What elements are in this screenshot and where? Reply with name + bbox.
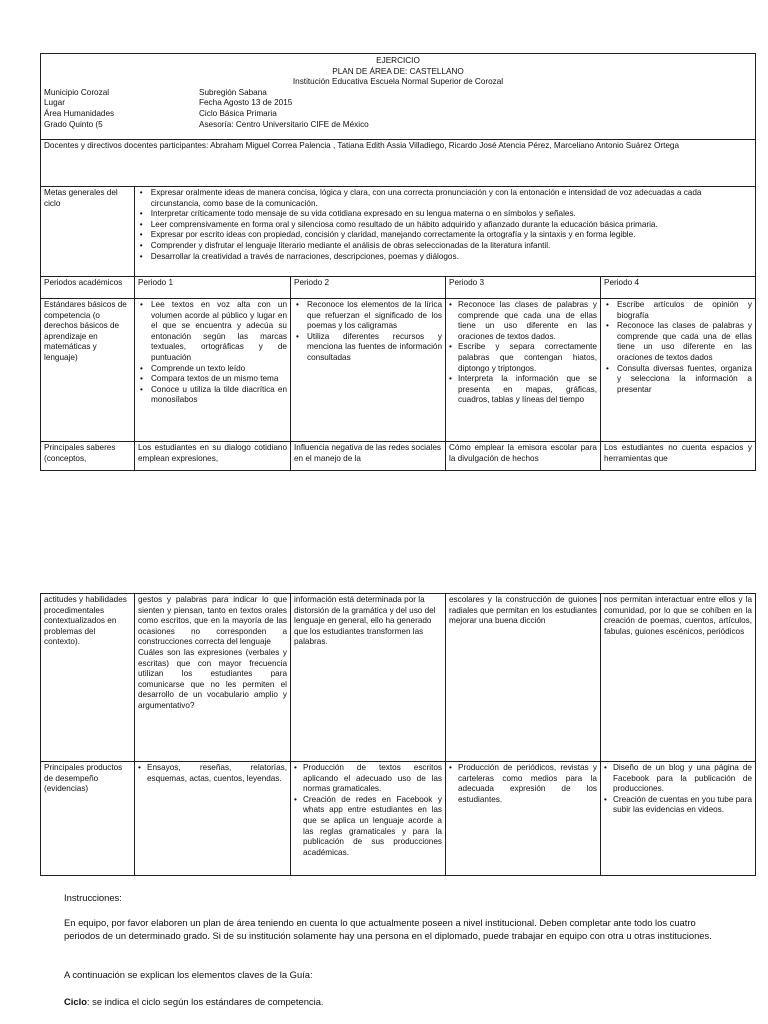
info-row — [44, 109, 752, 120]
list-item: • Conoce u utiliza la tilde diacrítica en monosílabos — [138, 385, 287, 406]
list-item: • Interpreta la información que se presenta en mapas, gráficas, cuadros, tablas y líneas del tiempo — [449, 374, 597, 406]
saberes-row-top — [41, 442, 755, 470]
list-item: • Creación de redes en Facebook y whats app entre estudiantes en las que se aplica un lenguaje acorde a las reglas gramaticales y para la publicación de sus producciones académicas. — [294, 795, 442, 859]
institution-name: Institución Educativa Escuela Normal Superior de Corozal — [292, 77, 504, 87]
list-item: • Expresar oralmente ideas de manera concisa, lógica y clara, con una correcta pronunciación y con la entonación e intensidad de voz adecuadas a cada circunstancia, como base de la comunicación. — [138, 188, 752, 209]
saberes-label-cont: actitudes y habilidades procedimentales contextualizados en problemas del contexto). — [41, 594, 135, 761]
list-item: • Leer comprensivamente en forma oral y silenciosa como resultado de un hábito adquirido y afianzado durante la educación básica primaria. — [138, 220, 752, 231]
info-right: Subregión Sabana — [199, 87, 267, 97]
header-block — [41, 54, 755, 140]
productos-p2 — [294, 763, 442, 858]
info-row — [44, 98, 752, 109]
info-left: Grado Quinto (5 — [44, 119, 103, 129]
info-right: Asesoría: Centro Universitario CIFE de México — [199, 119, 369, 129]
metas-row — [41, 187, 755, 277]
list-item: • Desarrollar la creatividad a través de narraciones, descripciones, poemas y diálogos. — [138, 252, 752, 263]
list-item: • Lee textos en voz alta con un volumen acorde al público y lugar en el que se encuentra y adecúa su entonación según las marcas textuales, ortográficas y de puntuación — [138, 300, 287, 364]
instructions-heading: Instrucciones: — [64, 892, 122, 903]
plan-table-bottom — [40, 593, 756, 876]
saberes-p2-bottom: información está determinada por la distorsión de la gramática y del uso del lenguaje en general, ello ha generado que los estudiantes transformen las palabras. — [291, 594, 446, 761]
productos-p3 — [449, 763, 597, 805]
saberes-row-bottom — [41, 594, 755, 762]
estandares-row — [41, 299, 755, 442]
list-item: • Producción de textos escritos aplicando el adecuado uso de las normas gramaticales. — [294, 763, 442, 795]
plan-table-top — [40, 53, 756, 471]
productos-p4 — [604, 763, 752, 816]
estandares-p1 — [138, 300, 287, 406]
saberes-p2-top: Influencia negativa de las redes sociales en el manejo de la — [291, 442, 446, 470]
instructions-para-2: A continuación se explican los elementos claves de la Guía: — [64, 969, 313, 980]
periods-label: Periodos académicos — [41, 277, 135, 298]
info-left: Municipio Corozal — [44, 87, 110, 97]
info-row — [44, 88, 752, 99]
ciclo-label: Ciclo — [64, 996, 87, 1007]
list-item: • Compara textos de un mismo tema — [138, 374, 287, 385]
list-item: • Interpretar críticamente todo mensaje de su vida cotidiana expresado en su lengua materna o en símbolos y señales. — [138, 209, 752, 220]
saberes-p4-bottom: nos permitan interactuar entre ellos y la comunidad, por lo que se cohíben en la creación de poemas, cuentos, artículos, fabulas, guiones escénicos, periódicos — [604, 595, 752, 636]
productos-p1 — [138, 763, 287, 784]
list-item: • Reconoce los elementos de la lírica que refuerzan el significado de los poemas y los caligramas — [294, 300, 442, 332]
instructions-ciclo — [64, 995, 720, 1008]
list-item: • Reconoce las clases de palabras y comprende que cada una de ellas tiene un uso diferente en las oraciones de textos dados. — [449, 300, 597, 342]
info-right: Fecha Agosto 13 de 2015 — [199, 98, 293, 108]
productos-label: Principales productos de desempeño (evidencias) — [41, 762, 135, 875]
period-3-header: Periodo 3 — [446, 277, 601, 298]
list-item: • Ensayos, reseñas, relatorías, esquemas, actas, cuentos, leyendas. — [138, 763, 287, 784]
participants-text: Docentes y directivos docentes participantes: Abraham Miguel Correa Palencia , Tatiana Edith Assia Villadiego, Ricardo José Atencia Pérez, Marceliano Antonio Suárez Ortega — [44, 141, 680, 150]
doc-subtitle: PLAN DE ÁREA DE: CASTELLANO — [332, 66, 464, 76]
productos-row — [41, 762, 755, 875]
info-row — [44, 120, 752, 131]
metas-list — [138, 188, 752, 262]
info-right: Ciclo Básica Primaria — [199, 108, 277, 118]
list-item: • Comprende un texto leído — [138, 364, 287, 375]
saberes-p1-text-b: Cuáles son las expresiones (verbales y escritas) que con mayor frecuencia utilizan los estudiantes para comunicarse que no les permiten el desarrollo de un vocabulario amplio y argumentativo? — [138, 647, 287, 710]
estandares-p4 — [604, 300, 752, 395]
list-item: • Creación de cuentas en you tube para subir las evidencias en videos. — [604, 795, 752, 816]
doc-title: EJERCICIO — [376, 56, 420, 65]
list-item: • Producción de periódicos, revistas y carteleras como medios para la adecuada expresión de los estudiantes. — [449, 763, 597, 805]
info-left: Área Humanidades — [44, 108, 115, 118]
list-item: • Utiliza diferentes recursos y menciona las fuentes de información consultadas — [294, 332, 442, 364]
list-item: • Reconoce las clases de palabras y comprende que cada una de ellas tiene un uso diferente en las oraciones de textos dados — [604, 321, 752, 363]
estandares-label: Estándares básicos de competencia (o derechos básicos de aprendizaje en matemáticas y lenguaje) — [41, 299, 135, 441]
participants-row — [41, 140, 755, 187]
list-item: • Comprender y disfrutar el lenguaje literario mediante el análisis de obras seleccionadas de la literatura infantil. — [138, 241, 752, 252]
saberes-p1-top: Los estudiantes en su dialogo cotidiano emplean expresiones, — [135, 442, 291, 470]
list-item: • Expresar por escrito ideas con propiedad, concisión y claridad, manejando correctamente la ortografía y la sintaxis y en forma legible. — [138, 230, 752, 241]
periods-row — [41, 277, 755, 299]
estandares-p3 — [449, 300, 597, 406]
list-item: • Escribe artículos de opinión y biografía — [604, 300, 752, 321]
list-item: • Consulta diversas fuentes, organiza y selecciona la información a presentar — [604, 364, 752, 396]
metas-label: Metas generales del ciclo — [41, 187, 135, 276]
period-1-header: Periodo 1 — [135, 277, 291, 298]
saberes-p3-top: Cómo emplear la emisora escolar para la divulgación de hechos — [446, 442, 601, 470]
instructions-para-1: En equipo, por favor elaboren un plan de área teniendo en cuenta lo que actualmente poseen a nivel institucional. Deben completar ante todo los cuatro periodos de un determinado grado. Si de su institución solamente hay una persona en el diplomado, puede trabajar en equipo con otra u otras instituciones. — [64, 917, 712, 941]
period-2-header: Periodo 2 — [291, 277, 446, 298]
ciclo-text: : se indica el ciclo según los estándares de competencia. — [86, 996, 324, 1007]
saberes-p3-bottom: escolares y la construcción de guiones radiales que permitan en los estudiantes mejorar una buena dicción — [446, 594, 601, 761]
estandares-p2 — [294, 300, 442, 364]
saberes-p1-text-a: gestos y palabras para indicar lo que sienten y piensan, tanto en textos orales como escritos, que en la mayoría de las ocasiones no corresponden a construcciones correcta del lenguaje — [138, 595, 287, 647]
list-item: • Escribe y separa correctamente palabras que contengan hiatos, diptongo y triptongos. — [449, 342, 597, 374]
info-left: Lugar — [44, 98, 65, 108]
saberes-label: Principales saberes (conceptos, — [41, 442, 135, 470]
list-item: • Diseño de un blog y una página de Facebook para la publicación de producciones. — [604, 763, 752, 795]
period-4-header: Periodo 4 — [604, 278, 640, 287]
saberes-p4-top: Los estudiantes no cuenta espacios y herramientas que — [604, 443, 752, 463]
